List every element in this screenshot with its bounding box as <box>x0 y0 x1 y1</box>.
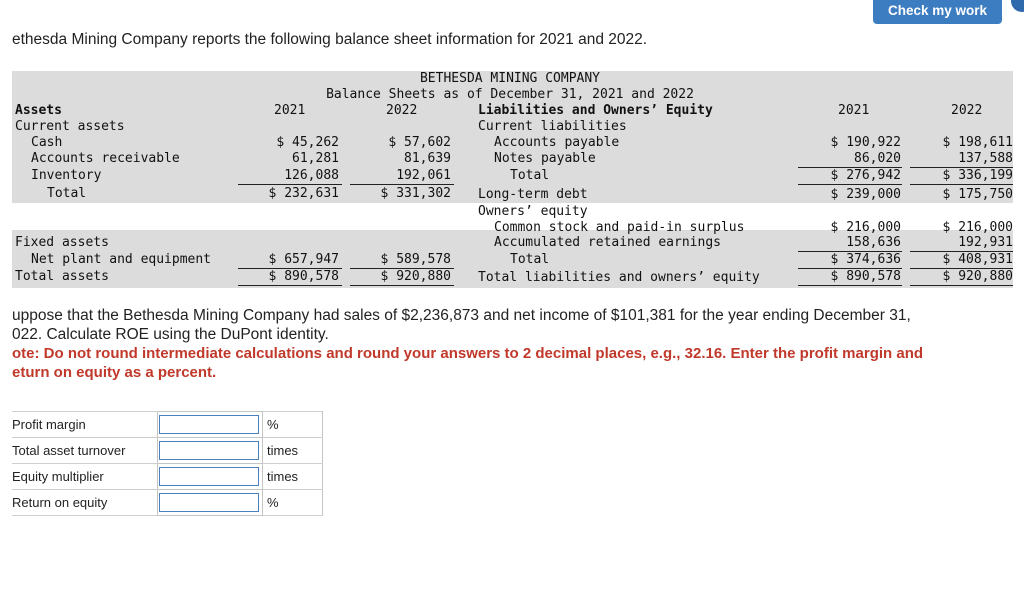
company-title: BETHESDA MINING COMPANY <box>419 71 600 86</box>
ar-2021: 61,281 <box>292 151 339 166</box>
total-le-label: Total liabilities and owners’ equity <box>478 270 760 285</box>
common-stock-label: Common stock and paid-in surplus <box>494 220 745 235</box>
liab-year1: 2021 <box>838 103 870 118</box>
oe-total-2021: $ 374,636 <box>830 252 901 267</box>
underline <box>238 184 342 185</box>
ap-label: Accounts payable <box>494 135 620 150</box>
answer-label: Total asset turnover <box>12 438 158 464</box>
answer-row-return-on-equity <box>12 490 323 516</box>
ltd-label: Long-term debt <box>478 187 588 202</box>
answer-row-profit-margin <box>12 412 323 438</box>
profit-margin-input[interactable] <box>159 415 259 434</box>
cash-label: Cash <box>31 135 63 150</box>
answer-input-cell <box>158 490 263 516</box>
ca-total-2021: $ 232,631 <box>268 186 339 201</box>
equity-multiplier-input[interactable] <box>159 467 259 486</box>
ltd-2021: $ 239,000 <box>830 187 901 202</box>
cash-2022: $ 57,602 <box>388 135 451 150</box>
ca-total-label: Total <box>47 186 87 201</box>
ltd-2022: $ 175,750 <box>942 187 1013 202</box>
assets-year2: 2022 <box>386 103 418 118</box>
retained-earnings-2021: 158,636 <box>846 235 901 250</box>
answer-label: Return on equity <box>12 490 158 516</box>
inventory-2021: 126,088 <box>284 168 339 183</box>
total-le-2022: $ 920,880 <box>942 269 1013 284</box>
ppe-label: Net plant and equipment <box>31 252 212 267</box>
total-asset-turnover-input[interactable] <box>159 441 259 460</box>
inventory-label: Inventory <box>31 168 102 183</box>
answer-unit: % <box>263 490 323 516</box>
liab-year2: 2022 <box>951 103 983 118</box>
note-line-2: eturn on equity as a percent. <box>12 364 217 381</box>
answer-table <box>12 411 323 516</box>
double-underline <box>910 285 1013 286</box>
ap-2022: $ 198,611 <box>942 135 1013 150</box>
answer-label: Profit margin <box>12 412 158 438</box>
underline <box>910 184 1013 185</box>
underline <box>350 184 454 185</box>
common-stock-2021: $ 216,000 <box>830 220 901 235</box>
assets-heading: Assets <box>15 103 62 118</box>
inventory-2022: 192,061 <box>396 168 451 183</box>
sheet-subtitle: Balance Sheets as of December 31, 2021 and 2022 <box>326 87 694 102</box>
question-line-1: uppose that the Bethesda Mining Company had sales of $2,236,873 and net income of $101,381 for the year ending December 31, <box>12 307 911 324</box>
answer-row-equity-multiplier <box>12 464 323 490</box>
ap-2021: $ 190,922 <box>830 135 901 150</box>
ca-total-2022: $ 331,302 <box>380 186 451 201</box>
return-on-equity-input[interactable] <box>159 493 259 512</box>
answer-label: Equity multiplier <box>12 464 158 490</box>
info-badge-icon <box>1011 0 1024 12</box>
intro-text: ethesda Mining Company reports the following balance sheet information for 2021 and 2022. <box>12 31 648 48</box>
check-my-work-button[interactable]: Check my work <box>873 0 1002 24</box>
oe-total-2022: $ 408,931 <box>942 252 1013 267</box>
question-line-2: 022. Calculate ROE using the DuPont identity. <box>12 326 329 343</box>
np-2021: 86,020 <box>854 151 901 166</box>
underline <box>798 184 902 185</box>
total-assets-label: Total assets <box>15 269 109 284</box>
answer-unit: times <box>263 438 323 464</box>
answer-input-cell <box>158 464 263 490</box>
double-underline <box>798 285 902 286</box>
current-assets-label: Current assets <box>15 119 125 134</box>
cl-total-2022: $ 336,199 <box>942 168 1013 183</box>
double-underline <box>350 285 454 286</box>
double-underline <box>238 285 342 286</box>
np-label: Notes payable <box>494 151 596 166</box>
answer-row-total-asset-turnover <box>12 438 323 464</box>
answer-unit: % <box>263 412 323 438</box>
total-le-2021: $ 890,578 <box>830 269 901 284</box>
assets-year1: 2021 <box>274 103 306 118</box>
owners-equity-label: Owners’ equity <box>478 204 588 219</box>
fixed-assets-label: Fixed assets <box>15 235 109 250</box>
retained-earnings-label: Accumulated retained earnings <box>494 235 721 250</box>
cl-total-label: Total <box>510 168 550 183</box>
balance-sheet <box>12 71 1013 288</box>
cash-2021: $ 45,262 <box>276 135 339 150</box>
liabilities-heading: Liabilities and Owners’ Equity <box>478 103 713 118</box>
common-stock-2022: $ 216,000 <box>942 220 1013 235</box>
ppe-2022: $ 589,578 <box>380 252 451 267</box>
oe-total-label: Total <box>510 252 550 267</box>
cl-total-2021: $ 276,942 <box>830 168 901 183</box>
retained-earnings-2022: 192,931 <box>958 235 1013 250</box>
answer-unit: times <box>263 464 323 490</box>
ar-label: Accounts receivable <box>31 151 180 166</box>
current-liabilities-label: Current liabilities <box>478 119 627 134</box>
note-line-1: ote: Do not round intermediate calculations and round your answers to 2 decimal places, e.g., 32.16. Enter the profit margin and <box>12 345 924 362</box>
ppe-2021: $ 657,947 <box>268 252 339 267</box>
total-assets-2021: $ 890,578 <box>268 269 339 284</box>
total-assets-2022: $ 920,880 <box>380 269 451 284</box>
np-2022: 137,588 <box>958 151 1013 166</box>
ar-2022: 81,639 <box>404 151 451 166</box>
answer-input-cell <box>158 412 263 438</box>
answer-input-cell <box>158 438 263 464</box>
